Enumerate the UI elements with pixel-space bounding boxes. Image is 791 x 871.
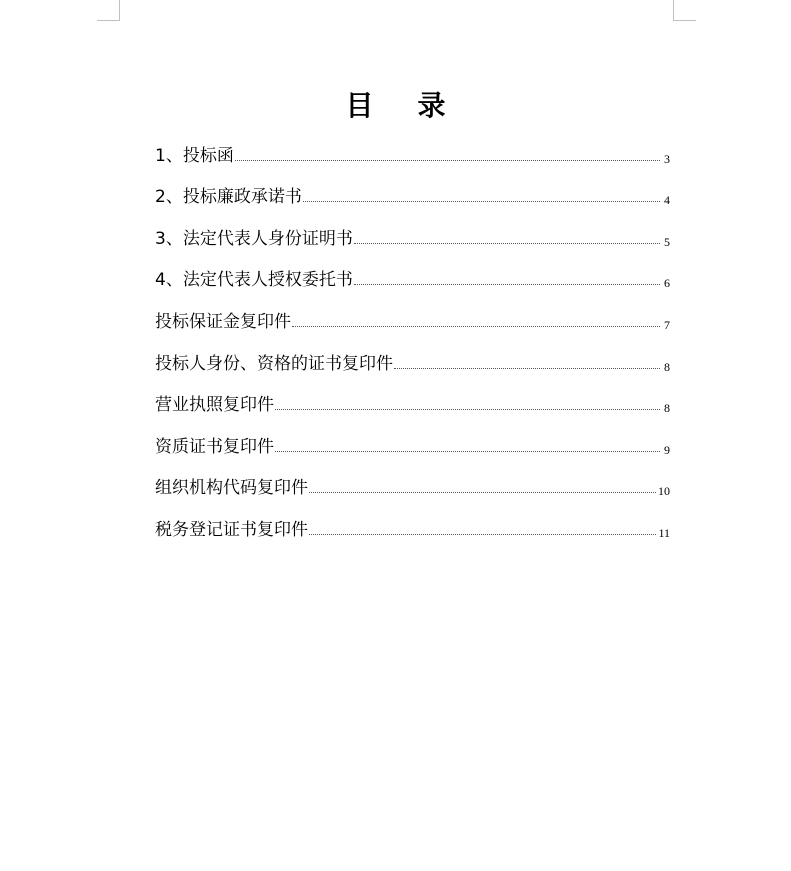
toc-entry-page: 6 — [664, 276, 670, 291]
toc-entry-label: 1、投标函 — [155, 145, 234, 166]
toc-dot-leader — [235, 160, 660, 161]
toc-dot-leader — [292, 326, 660, 327]
toc-dot-leader — [354, 243, 660, 244]
toc-entry[interactable] — [155, 132, 670, 174]
title-char-1: 目 — [345, 89, 374, 122]
title-char-2: 录 — [417, 89, 446, 122]
toc-entry-page: 4 — [664, 193, 670, 208]
toc-entry[interactable] — [155, 215, 670, 257]
toc-entry-label: 营业执照复印件 — [155, 395, 274, 416]
page-title — [0, 86, 791, 126]
toc-dot-leader — [354, 284, 660, 285]
toc-entry-page: 9 — [664, 442, 670, 457]
toc-entry-page: 10 — [658, 484, 670, 499]
toc-entry[interactable] — [155, 257, 670, 299]
toc-entry[interactable] — [155, 506, 670, 548]
toc-dot-leader — [309, 534, 656, 535]
toc-dot-leader — [275, 409, 660, 410]
toc-entry[interactable] — [155, 382, 670, 424]
toc-entry-label: 4、法定代表人授权委托书 — [155, 270, 353, 291]
toc-dot-leader — [303, 201, 660, 202]
toc-entry[interactable] — [155, 465, 670, 507]
toc-entry[interactable] — [155, 298, 670, 340]
toc-entry-label: 3、法定代表人身份证明书 — [155, 228, 353, 249]
toc-entry-page: 8 — [664, 359, 670, 374]
table-of-contents — [155, 132, 670, 548]
toc-entry-label: 投标保证金复印件 — [155, 311, 291, 332]
toc-dot-leader — [275, 451, 660, 452]
page-corner-mark-left — [97, 0, 120, 21]
toc-entry-page: 5 — [664, 234, 670, 249]
toc-entry-label: 投标人身份、资格的证书复印件 — [155, 353, 393, 374]
toc-entry-label: 税务登记证书复印件 — [155, 519, 308, 540]
toc-entry-page: 7 — [664, 317, 670, 332]
toc-dot-leader — [394, 368, 660, 369]
toc-entry-page: 3 — [664, 151, 670, 166]
toc-entry-label: 组织机构代码复印件 — [155, 478, 308, 499]
toc-entry[interactable] — [155, 340, 670, 382]
toc-dot-leader — [309, 492, 656, 493]
toc-entry-page: 11 — [658, 525, 670, 540]
toc-entry[interactable] — [155, 174, 670, 216]
toc-entry-page: 8 — [664, 401, 670, 416]
page-corner-mark-right — [673, 0, 696, 21]
toc-entry[interactable] — [155, 423, 670, 465]
toc-entry-label: 资质证书复印件 — [155, 436, 274, 457]
toc-entry-label: 2、投标廉政承诺书 — [155, 187, 302, 208]
